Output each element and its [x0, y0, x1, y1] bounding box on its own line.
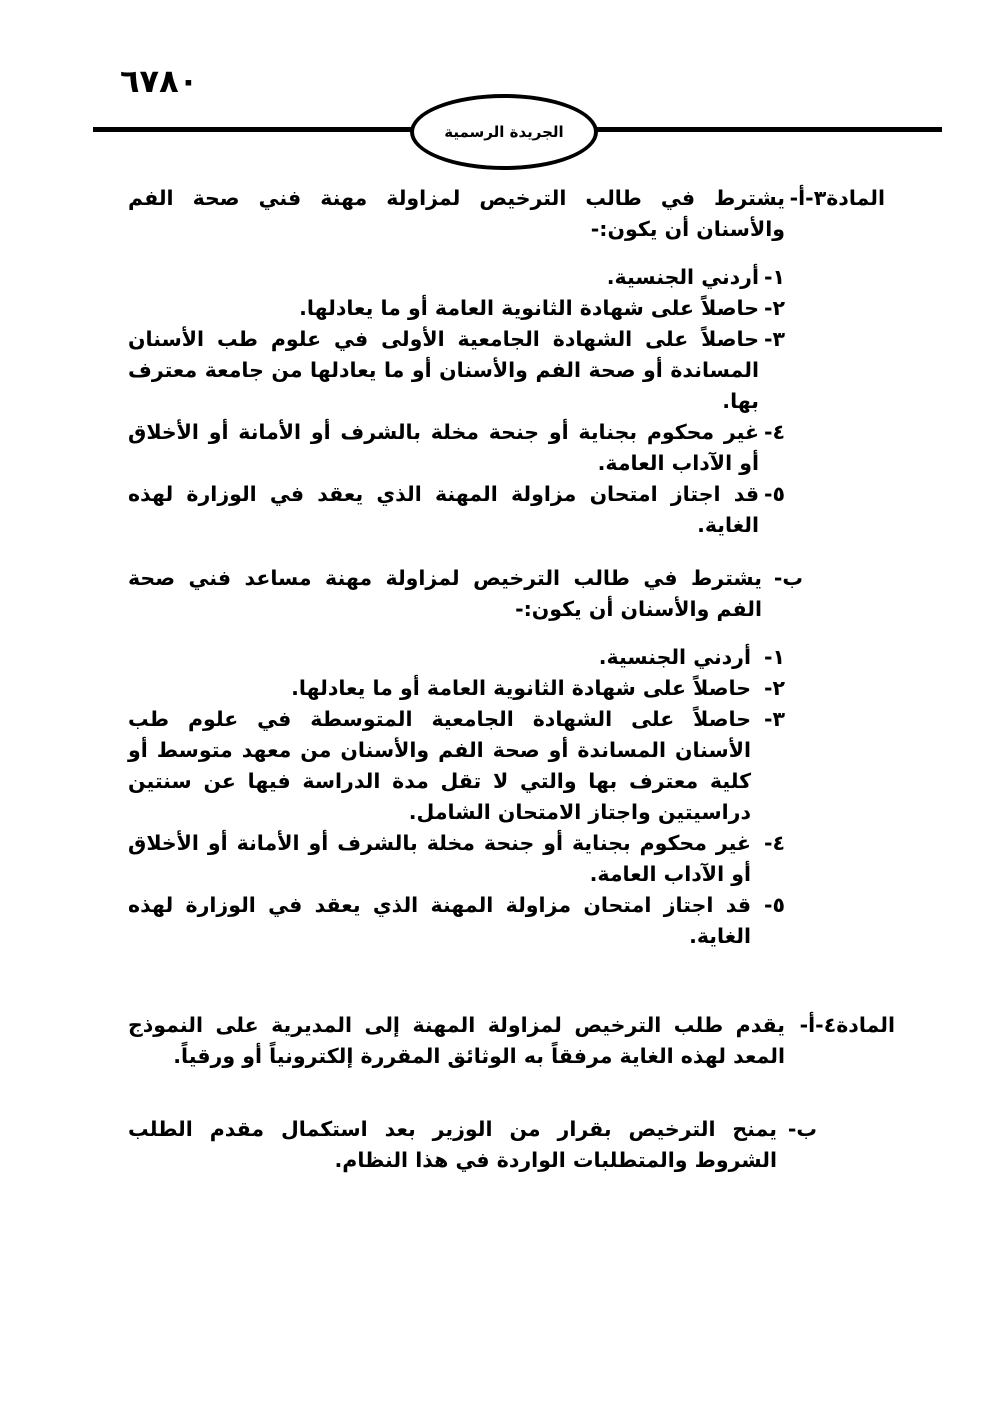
article-4b-label: ب- [787, 1117, 817, 1141]
article-3b-intro: يشترط في طالب الترخيص لمزاولة مهنة مساعد فني صحة الفم والأسنان أن يكون:- [128, 566, 762, 621]
item-text: حاصلاً على شهادة الثانوية العامة أو ما يعادلها. [291, 676, 751, 700]
item-text: حاصلاً على شهادة الثانوية العامة أو ما يعادلها. [299, 296, 759, 320]
list-item [128, 262, 785, 293]
list-item [128, 890, 785, 952]
article-4b-text: يمنح الترخيص بقرار من الوزير بعد استكمال مقدم الطلب الشروط والمتطلبات الواردة في هذا النظام. [128, 1117, 777, 1172]
list-item [128, 642, 785, 673]
article-4-label: المادة٤-أ- [799, 1013, 895, 1037]
item-number: ٣- [763, 327, 785, 351]
item-number: ٥- [763, 893, 785, 917]
item-number: ٣- [763, 707, 785, 731]
list-item [128, 828, 785, 890]
article-3-label: المادة٣-أ- [789, 186, 885, 210]
item-text: أردني الجنسية. [598, 645, 751, 669]
list-item [128, 324, 785, 417]
item-text: حاصلاً على الشهادة الجامعية الأولى في علوم طب الأسنان المساندة أو صحة الفم والأسنان أو ما يعادلها من جامعة معترف بها. [128, 327, 759, 413]
item-text: غير محكوم بجناية أو جنحة مخلة بالشرف أو الأمانة أو الأخلاق أو الآداب العامة. [128, 420, 759, 475]
article-3a-list [128, 262, 785, 541]
list-item [128, 704, 785, 828]
item-number: ١- [763, 645, 785, 669]
gazette-title: الجريدة الرسمية [444, 123, 564, 141]
header-oval [410, 94, 598, 170]
item-text: أردني الجنسية. [606, 265, 759, 289]
item-number: ٤- [763, 831, 785, 855]
item-number: ٤- [763, 420, 785, 444]
item-number: ١- [763, 265, 785, 289]
item-number: ٢- [763, 676, 785, 700]
list-item [128, 293, 785, 324]
article-3a-intro: يشترط في طالب الترخيص لمزاولة مهنة فني صحة الفم والأسنان أن يكون:- [128, 186, 785, 241]
page-number: ٦٧٨٠ [120, 62, 199, 100]
list-item [128, 479, 785, 541]
item-number: ٢- [763, 296, 785, 320]
article-3b-list [128, 642, 785, 952]
list-item [128, 417, 785, 479]
item-text: حاصلاً على الشهادة الجامعية المتوسطة في علوم طب الأسنان المساندة أو صحة الفم والأسنان من معهد متوسط أو كلية معترف بها والتي لا تقل مدة الدراسة فيها عن سنتين دراسيتين واجتاز الامتحان الشامل. [128, 707, 751, 824]
item-text: قد اجتاز امتحان مزاولة المهنة الذي يعقد في الوزارة لهذه الغاية. [128, 482, 759, 537]
item-text: غير محكوم بجناية أو جنحة مخلة بالشرف أو الأمانة أو الأخلاق أو الآداب العامة. [128, 831, 751, 886]
article-4a-text: يقدم طلب الترخيص لمزاولة المهنة إلى المديرية على النموذج المعد لهذه الغاية مرفقاً به الوثائق المقررة إلكترونياً أو ورقياً. [128, 1013, 785, 1068]
list-item [128, 673, 785, 704]
item-number: ٥- [763, 482, 785, 506]
item-text: قد اجتاز امتحان مزاولة المهنة الذي يعقد في الوزارة لهذه الغاية. [128, 893, 751, 948]
article-3b-label: ب- [773, 566, 803, 590]
